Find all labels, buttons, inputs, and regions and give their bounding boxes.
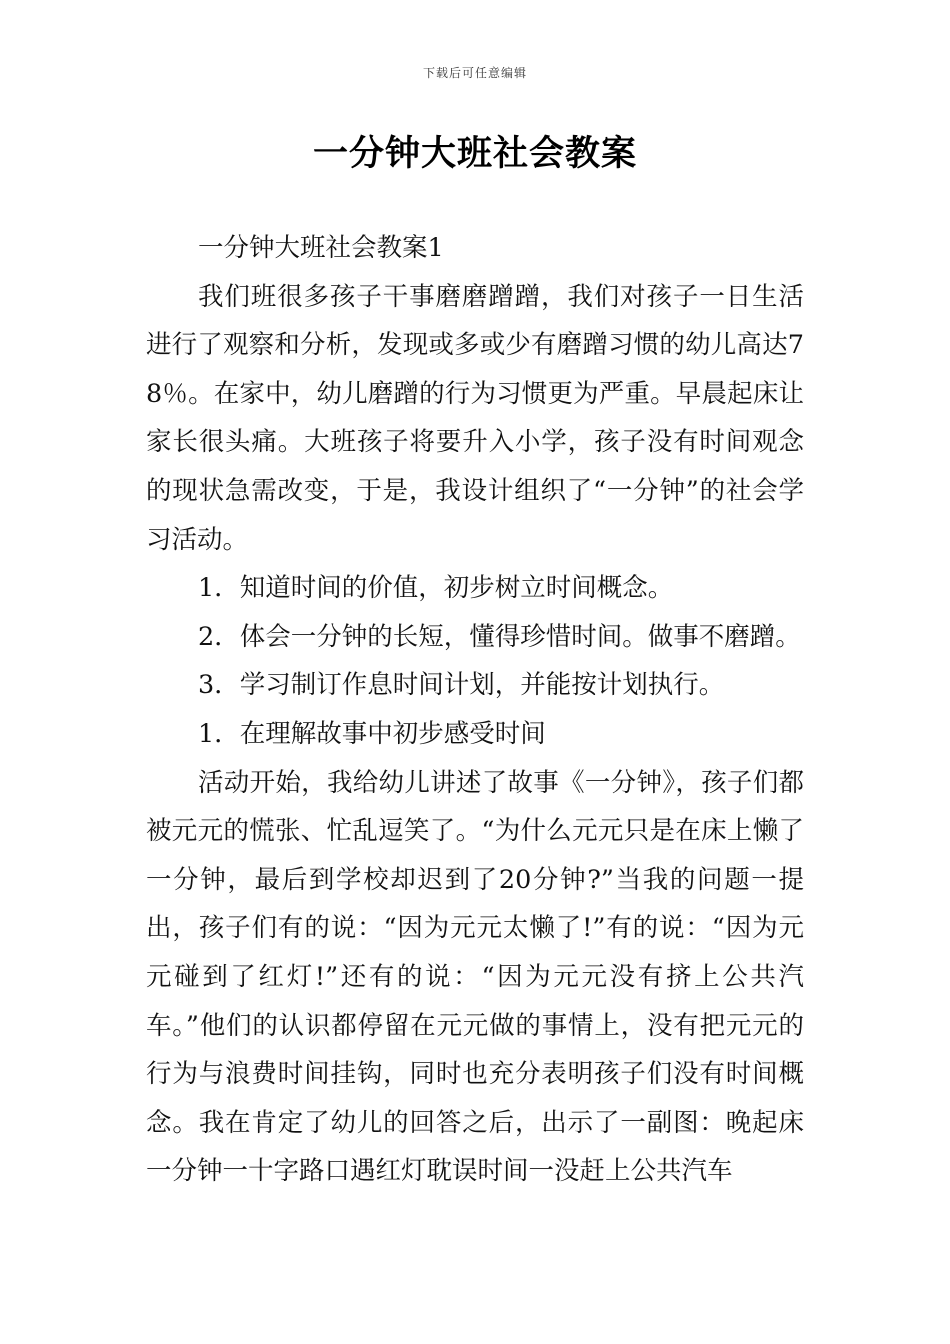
goal-item: 1．知道时间的价值，初步树立时间概念。 [198, 573, 674, 604]
body-paragraph: 活动开始，我给幼儿讲述了故事《一分钟》，孩子们都被元元的慌张、忙乱逗笑了。“为什么元元只是在床上懒了一分钟，最后到学校却迟到了20分钟?”当我的问题一提出，孩子们有的说：“因为元元太懒了!”有的说：“因为元元碰到了红灯!”还有的说：“因为元元没有挤上公共汽车。”他们的认识都停留在元元做的事情上，没有把元元的行为与浪费时间挂钩，同时也充分表明孩子们没有时间概念。我在肯定了幼儿的回答之后，出示了一副图：晚起床一分钟一十字路口遇红灯耽误时间一没赶上公共汽车 [146, 767, 804, 1187]
document-body [146, 224, 804, 1196]
goal-item: 3．学习制订作息时间计划，并能按计划执行。 [198, 670, 725, 701]
body-paragraph: 我们班很多孩子干事磨磨蹭蹭，我们对孩子一日生活进行了观察和分析，发现或多或少有磨蹭习惯的幼儿高达78％。在家中，幼儿磨蹭的行为习惯更为严重。早晨起床让家长很头痛。大班孩子将要升入小学，孩子没有时间观念的现状急需改变，于是，我设计组织了“一分钟”的社会学习活动。 [146, 281, 804, 555]
document-title: 一分钟大班社会教案 [312, 134, 637, 174]
header-note: 下载后可任意编辑 [422, 66, 527, 80]
goal-item: 2．体会一分钟的长短，懂得珍惜时间。做事不磨蹭。 [198, 621, 801, 652]
step-heading: 1．在理解故事中初步感受时间 [198, 718, 546, 749]
section-heading: 一分钟大班社会教案1 [198, 233, 444, 263]
